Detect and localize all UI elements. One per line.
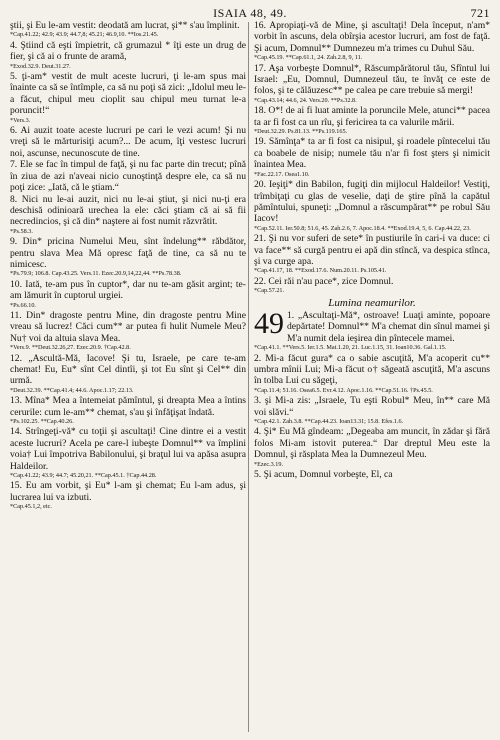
cross-references: *Cap.41.17, 18. **Exod.17.6. Num.20.11. Ps.105.41.	[254, 267, 387, 275]
running-title: ISAIA 48, 49.	[213, 6, 287, 20]
cross-references: *Ps.79.9; 106.8. Cap.43.25. Vers.11. Ezec.20.9,14,22,44. **Ps.78.38.	[10, 270, 182, 278]
verse-text: 4. Şi* Eu Mă gîndeam: „Degeaba am muncit, în zădar şi fără folos Mi-am istovit puterea.“ Dar dreptul Meu este la Domnul, şi răsplata Mea la Dumnezeul Meu.	[254, 426, 490, 461]
cross-references: *Deut.32.29. Ps.81.13. **Ps.119.165.	[254, 128, 348, 136]
chapter-number: 49	[254, 306, 284, 340]
verse-text: 9. Din* pricina Numelui Meu, sînt îndelung** răbdător, pentru slava Mea Mă opresc faţă de tine, ca să nu te nimicesc.	[10, 236, 246, 270]
cross-references: *Ezec.3.19.	[254, 460, 284, 468]
verse-text: 11. Din* dragoste pentru Mine, din dragoste pentru Mine vreau să lucrez! Căci cum** ar putea fi hulit Numele Meu? Nu† voi da altuia slava Mea.	[10, 309, 246, 344]
cross-references: *Cap.41.22; 42.9; 43.9; 44.7,8; 45.21; 46.9,10. **Ios.21.45.	[10, 31, 159, 39]
cross-references: *Cap.57.21.	[254, 287, 285, 295]
cross-references: *Vers.3.	[10, 116, 31, 124]
column-divider	[248, 22, 249, 732]
verse-text: 7. Ele se fac în timpul de faţă, şi nu fac parte din trecut; pînă în ziua de azi n'aveai nicio cunoştinţă despre ele, ca să nu poţi zice: „Iată, că le ştiam.“	[10, 159, 246, 194]
cross-references: *Exod.32.9. Deut.31.27.	[10, 62, 71, 70]
verse-text: 19. Sămînţa* ta ar fi fost ca nisipul, şi roadele pîntecelui tău ca boabele de nisip; numele tău n'ar fi fost şters şi nimicit înaintea Mea.	[254, 136, 490, 171]
verse-text: 13. Mîna* Mea a întemeiat pămîntul, şi dreapta Mea a întins cerurile: cum le-am** chemat, s'au şi înfăţişat îndată.	[10, 395, 246, 418]
section-heading: Lumina neamurilor.	[328, 296, 416, 309]
page-number: 721	[470, 6, 490, 20]
verse-text: 3. şi Mi-a zis: „Israele, Tu eşti Robul* Meu, în** care Mă voi slăvi.“	[254, 395, 490, 418]
verse-text: 2. Mi-a făcut gura* ca o sabie ascuţită, M'a acoperit cu** umbra mînii Lui; Mi-a făcut o† săgeată ascuţită, M'a ascuns în tolba Lui cu săgeţi,	[254, 352, 490, 387]
cross-references: *Ps.66.10.	[10, 301, 36, 309]
cross-references: *Cap.42.1. Zah.3.8. **Cap.44.23. Ioan13.31; 15.8. Efes.1.6.	[254, 418, 404, 426]
verse-text: 21. Şi nu vor suferi de sete* în pustiurile în cari-i va duce: ci va face** să curgă pentru ei apă din stîncă, va despica stînca, şi va curge apa.	[254, 233, 490, 267]
verse-text: 16. Apropiaţi-vă de Mine, şi ascultaţi! Dela început, n'am* vorbit în ascuns, dela obîrşia acestor lucruri, am fost de faţă. Şi acum, Domnul** Dumnezeu m'a trimes cu Duhul Său.	[254, 20, 490, 54]
cross-references: *Cap.45.1,2, etc.	[10, 503, 52, 511]
cross-references: *Cap.11.4; 51.16. Osea6.5. Evr.4.12. Apoc.1.16. **Cap.51.16. †Ps.45.5.	[254, 386, 433, 394]
verse-text: 5. Şi acum, Domnul vorbeşte, El, ca	[254, 469, 393, 481]
verse-text: 14. Strîngeţi-vă* cu toţii şi ascultaţi! Cine dintre ei a vestit aceste lucruri? Acela pe care-l iubeşte Domnul** va împlini voia† Lui împotriva Babilonului, şi braţul lui va apăsa asupra Haldeilor.	[10, 426, 246, 472]
verse-text: 17. Aşa vorbeşte Domnul*, Răscumpărătorul tău, Sfîntul lui Israel: „Eu, Domnul, Dumnezeul tău, te învăţ ce este de folos, şi te călăuzesc** pe calea pe care trebuie să mergi!	[254, 62, 490, 97]
cross-references: *Ps.58.3.	[10, 227, 33, 235]
verse-text: 22. Cei răi n'au pace*, zice Domnul.	[254, 275, 394, 287]
verse-text: 20. Ieşiţi* din Babilon, fugiţi din mijlocul Haldeilor! Vestiţi, trîmbiţaţi cu glas de veselie, daţi de ştire pînă la capătul pămîntului, spuneţi: „Domnul a răscumpărat** pe robul Său Iacov!	[254, 179, 490, 225]
cross-references: *Cap.43.14; 44.6, 24. Vers.20. **Ps.32.8.	[254, 96, 357, 104]
left-column	[10, 20, 246, 732]
verse-text: 15. Eu am vorbit, şi Eu* l-am şi chemat; Eu l-am adus, şi lucrarea lui va izbuti.	[10, 480, 246, 503]
cross-references: *Deut.32.39. **Cap.41.4; 44.6. Apoc.1.17; 22.13.	[10, 386, 134, 394]
cross-references: *Cap.45.19. **Cap.61.1, 24. Zah.2.8, 9, 11.	[254, 54, 363, 62]
verse-text: 10. Iată, te-am pus în cuptor*, dar nu te-am găsit argint; te-am lămurit în cuptorul urgiei.	[10, 278, 246, 302]
verse-text: 18. O*! de ai fi luat aminte la poruncile Mele, atunci** pacea ta ar fi fost ca un rîu, şi fericirea ta ca valurile mării.	[254, 105, 490, 128]
verse-text: ştii, şi Eu le-am vestit: deodată am lucrat, şi** s'au împlinit.	[10, 20, 240, 31]
cross-references: *Vers.9. **Deut.32.26,27. Ezec.20.9. †Cap.42.8.	[10, 344, 131, 352]
cross-references: *Ps.102.25. **Cap.40.26.	[10, 418, 74, 426]
verse-text: 6. Ai auzit toate aceste lucruri pe cari le vezi acum! Şi nu vreţi să le mărturisiţi acum?... De acum, îţi vestesc lucruri noi, ascunse, necunoscute de tine.	[10, 125, 246, 159]
right-column	[254, 20, 490, 732]
verse-text: 4. Ştiind că eşti împietrit, că grumazul * îţi este un drug de fier, şi că ai o frunte de aramă,	[10, 39, 246, 63]
verse-text: 5. ţi-am* vestit de mult aceste lucruri, ţi le-am spus mai înainte ca să se întîmple, ca să nu poţi să zici: „Idolul meu le-a făcut, chipul meu cioplit sau chipul meu turnat le-a poruncit!“	[10, 71, 246, 117]
cross-references: *Cap.41.22; 43.9; 44.7; 45.20,21. **Cap.45.1. †Cap.44.28.	[10, 472, 157, 480]
cross-references: *Cap.52.11. Ier.50.8; 51.6, 45. Zah.2.6, 7. Apoc.18.4. **Exod.19.4, 5, 6. Cap.44.22, 23.	[254, 224, 471, 232]
chapter-start	[254, 306, 490, 344]
verse-text: 12. „Ascultă-Mă, Iacove! Şi tu, Israele, pe care te-am chemat! Eu, Eu* sînt Cel dintîi, şi tot Eu sînt şi Cel** din urmă.	[10, 352, 246, 387]
verse-text: 8. Nici nu le-ai auzit, nici nu le-ai ştiut, şi nici nu-ţi era deschisă odinioară urechea la ele: căci ştiam că ai să fii necredincios, şi că din* naştere ai fost numit răzvrătit.	[10, 193, 246, 228]
verse-text: 1. „Ascultaţi-Mă*, ostroave! Luaţi aminte, popoare depărtate! Domnul** M'a chemat din sînul mamei şi M'a numit dela ieşirea din pîntecele mamei.	[287, 309, 490, 344]
cross-references: *Fac.22.17. Osea1.10.	[254, 170, 310, 178]
cross-references: *Cap.41.1. **Vers.5. Ier.1.5. Mat.1.20, 21. Luc.1.15, 31. Ioan10.36. Gal.1.15.	[254, 344, 447, 352]
